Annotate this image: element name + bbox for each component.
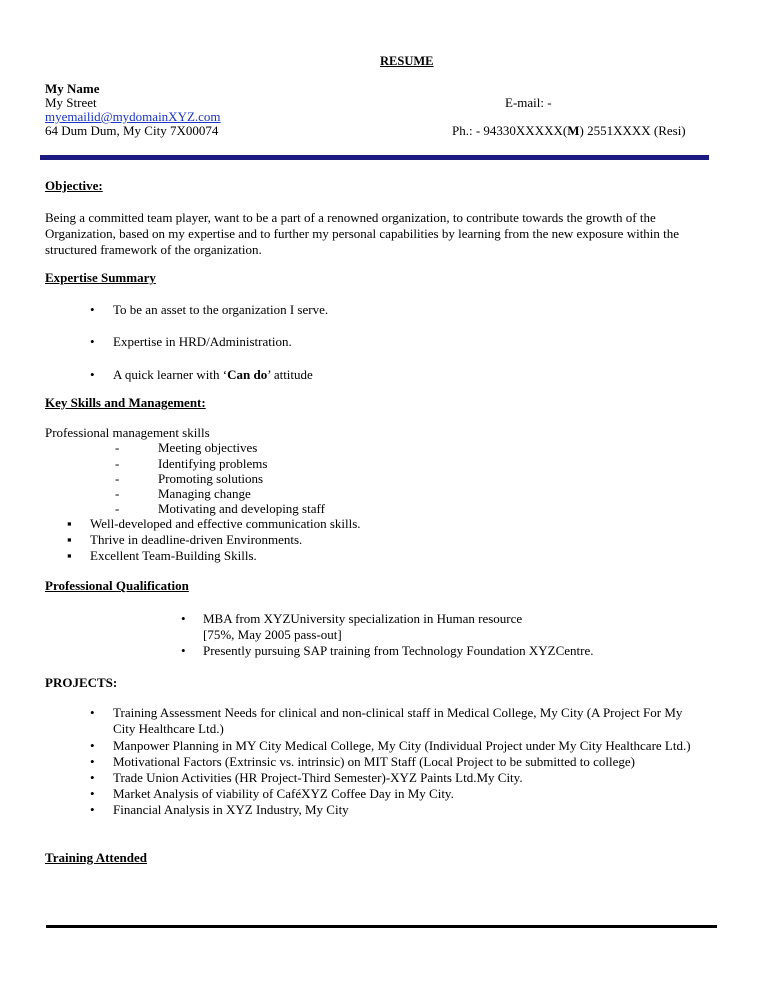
expertise-heading: Expertise Summary [45,270,156,285]
project-item: Motivational Factors (Extrinsic vs. intrinsic) on MIT Staff (Local Project to be submitted to college) [113,754,635,769]
project-item: Financial Analysis in XYZ Industry, My City [113,802,349,817]
footer-divider [46,925,717,928]
project-item: Market Analysis of viability of CaféXYZ Coffee Day in My City. [113,786,454,801]
phone-mobile-tag: M [567,123,580,138]
expertise-item: To be an asset to the organization I serve. [113,302,329,317]
contact-phone [452,123,686,138]
bullet-icon: • [90,367,95,382]
contact-name: My Name [45,81,100,96]
objective-line-2: Organization, based on my expertise and to further my personal capabilities by learning from the new exposure within the [45,226,680,241]
objective-heading: Objective: [45,178,103,193]
quote-open: ‘ [222,367,228,382]
skill-sub-item: Promoting solutions [158,471,264,486]
project-item: Training Assessment Needs for clinical and non-clinical staff in Medical College, My City (A Project For My [113,705,683,720]
quote-close: ’ attitude [267,367,313,382]
resume-title: RESUME [380,54,434,68]
square-bullet-icon: ▪ [67,516,72,531]
project-item-continued: City Healthcare Ltd.) [113,721,224,736]
projects-heading: PROJECTS: [45,675,118,690]
dash-icon: - [115,471,120,486]
square-bullet-icon: ▪ [67,548,72,563]
expertise-item-text: A quick learner with [113,367,220,382]
skill-sub-item: Meeting objectives [158,440,258,455]
bullet-icon: • [90,754,95,769]
skill-item: Well-developed and effective communication skills. [90,516,361,531]
skills-heading: Key Skills and Management: [45,395,206,410]
contact-email-link[interactable]: myemailid@mydomainXYZ.com [45,109,221,124]
bullet-icon: • [181,643,186,658]
dash-icon: - [115,486,120,501]
contact-street: My Street [45,95,97,110]
qualification-item-detail: [75%, May 2005 pass-out] [203,627,342,642]
bullet-icon: • [90,738,95,753]
objective-line-1: Being a committed team player, want to be a part of a renowned organization, to contribute towards the growth of the [45,210,656,225]
bullet-icon: • [90,705,95,720]
skill-item: Excellent Team-Building Skills. [90,548,257,563]
bullet-icon: • [90,786,95,801]
phone-prefix: Ph.: - 94330XXXXX( [452,123,568,138]
square-bullet-icon: ▪ [67,532,72,547]
skills-intro: Professional management skills [45,425,210,440]
bullet-icon: • [90,334,95,349]
contact-email-label: E-mail: - [505,95,552,110]
qualification-item: MBA from XYZUniversity specialization in Human resource [203,611,523,626]
expertise-item: Expertise in HRD/Administration. [113,334,292,349]
phone-suffix: ) 2551XXXX (Resi) [579,123,686,138]
skill-sub-item: Motivating and developing staff [158,501,325,516]
bullet-icon: • [90,770,95,785]
bullet-icon: • [90,302,95,317]
expertise-item [113,367,313,382]
objective-line-3: structured framework of the organization. [45,242,262,257]
project-item: Trade Union Activities (HR Project-Third Semester)-XYZ Paints Ltd.My City. [113,770,523,785]
skill-item: Thrive in deadline-driven Environments. [90,532,303,547]
can-do-emphasis: Can do [227,367,268,382]
qualification-item: Presently pursuing SAP training from Technology Foundation XYZCentre. [203,643,594,658]
training-heading: Training Attended [45,850,147,865]
bullet-icon: • [181,611,186,626]
contact-address: 64 Dum Dum, My City 7X00074 [45,123,219,138]
dash-icon: - [115,440,120,455]
dash-icon: - [115,501,120,516]
skill-sub-item: Identifying problems [158,456,268,471]
qualification-heading: Professional Qualification [45,578,189,593]
skill-sub-item: Managing change [158,486,251,501]
project-item: Manpower Planning in MY City Medical College, My City (Individual Project under My City Healthcare Ltd.) [113,738,691,753]
dash-icon: - [115,456,120,471]
header-divider [40,155,709,160]
bullet-icon: • [90,802,95,817]
